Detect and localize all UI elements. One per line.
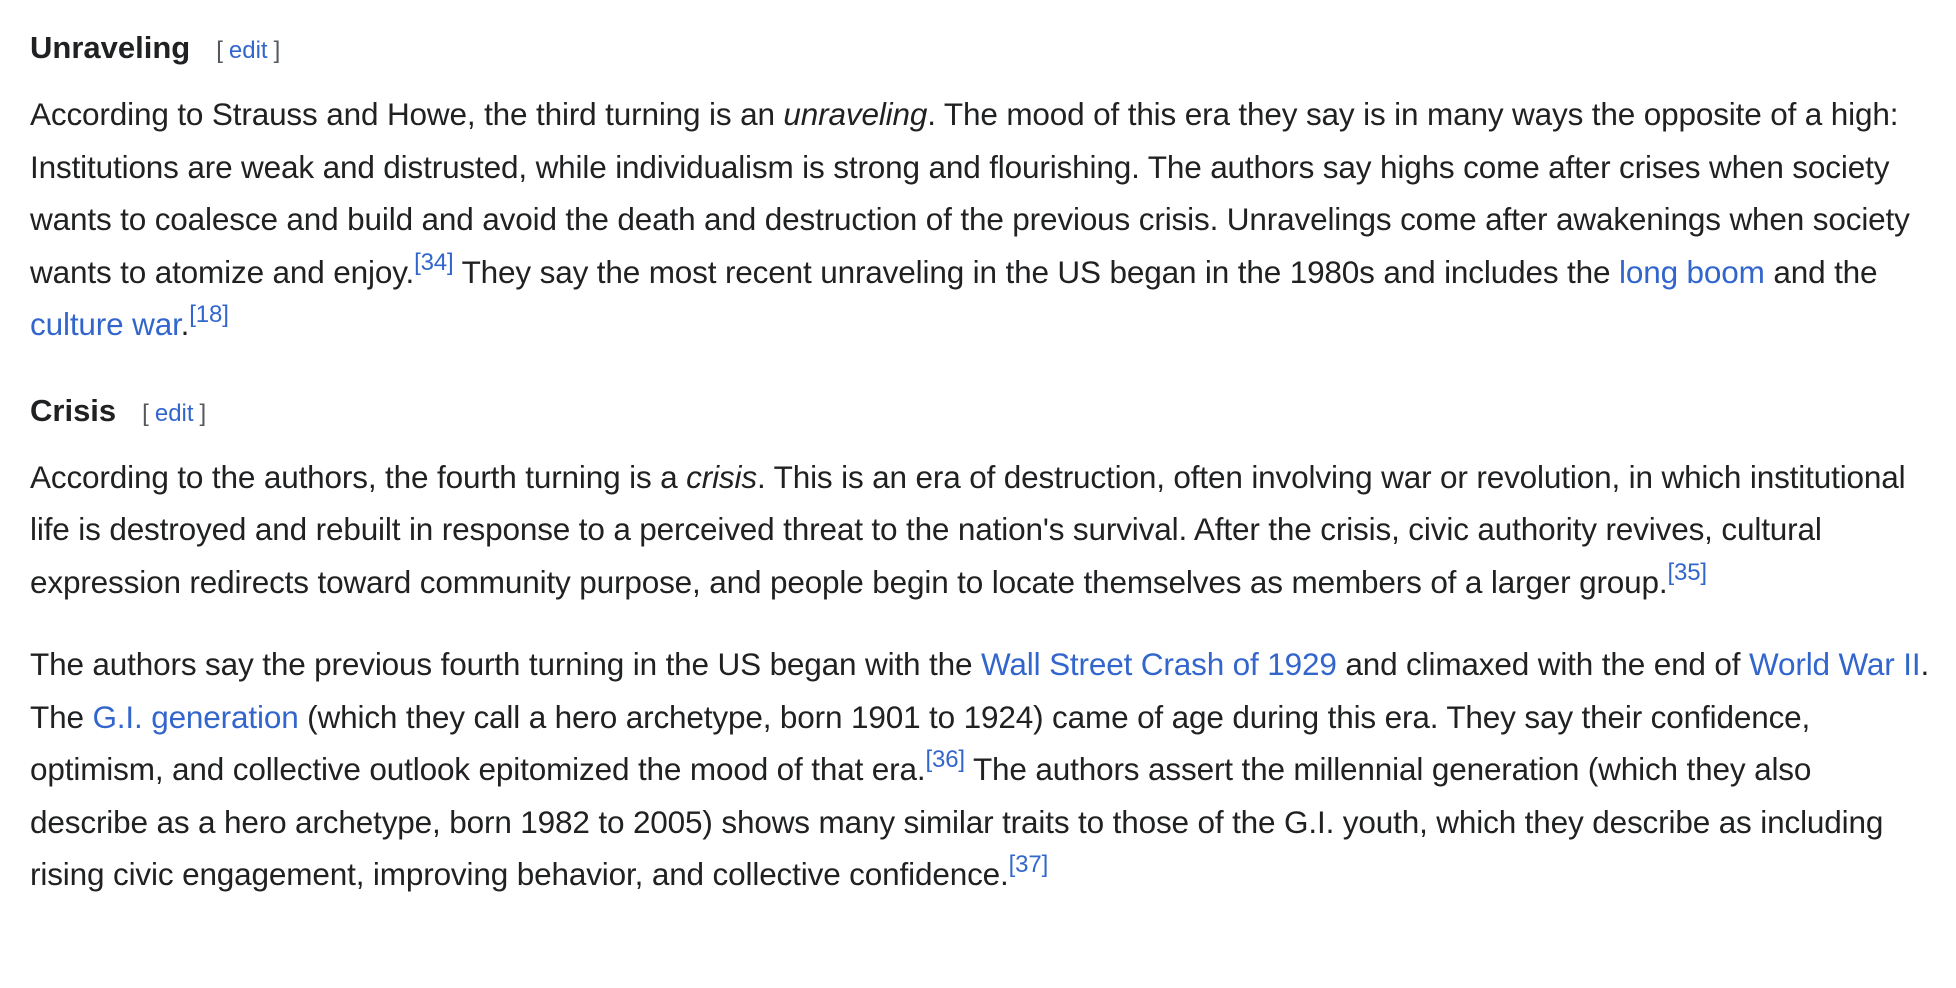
wiki-link-world-war-ii[interactable]: World War II [1748,646,1921,682]
citation-35[interactable] [1668,558,1707,585]
italic-term: unraveling [783,96,928,132]
text-run: According to the authors, the fourth turning is a [30,458,687,495]
citation-18[interactable] [189,301,228,328]
citation-link[interactable]: [36] [925,745,965,773]
text-run: and the [1764,253,1878,290]
section-heading-crisis [30,387,1926,435]
text-run: and climaxed with the end of [1336,646,1749,682]
edit-section-link-wrapper [142,390,206,438]
wiki-link-long-boom[interactable]: long boom [1619,253,1765,290]
paragraph-crisis-2 [30,638,1930,901]
text-run: . [180,306,190,342]
paragraph-unraveling [30,88,1930,351]
text-run: (which they call a hero archetype, born 1901 to 1924) came of age during this era. They say their confidence, optimism, and collective outlook epitomized the mood of that era. [30,698,1811,787]
citation-34[interactable] [414,248,453,275]
edit-bracket-open: [ [142,399,149,427]
citation-link[interactable]: [35] [1667,558,1707,586]
citation-link[interactable]: [18] [189,300,229,328]
edit-section-button[interactable]: edit [228,37,268,64]
edit-section-link-wrapper [216,27,280,75]
edit-bracket-open: [ [216,37,223,64]
citation-36[interactable] [925,746,964,773]
citation-link[interactable]: [34] [414,248,454,276]
citation-link[interactable]: [37] [1008,850,1049,878]
text-run: The authors say the previous fourth turning in the US began with the [30,646,981,682]
wiki-link-wall-street-crash[interactable]: Wall Street Crash of 1929 [980,646,1337,682]
section-title: Unraveling [30,30,191,65]
text-run: The authors assert the millennial generation (which they also describe as a hero archetype, born 1982 to 2005) shows many similar traits to those of the G.I. youth, which they describe as including rising civic engagement, improving behavior, and collective confidence. [30,751,1884,892]
text-run: . The [30,646,1930,735]
text-run: . The mood of this era they say is in many ways the opposite of a high: Institutions are weak and distrusted, while individualism is strong and flourishing. The authors say highs come after crises when society wants to coalesce and build and avoid the death and destruction of the previous crisis. Unravelings come after awakenings when society wants to atomize and enjoy. [30,96,1910,290]
edit-bracket-close: ] [199,399,207,427]
section-heading-unraveling [30,24,1926,72]
text-run: According to Strauss and Howe, the third turning is an [30,96,784,132]
citation-37[interactable] [1009,851,1048,878]
paragraph-crisis-1 [30,451,1930,609]
text-run: They say the most recent unraveling in the US began in the 1980s and includes the [453,253,1619,290]
wiki-link-culture-war[interactable]: culture war [30,306,181,342]
section-title: Crisis [30,392,117,428]
edit-section-button[interactable]: edit [154,399,194,427]
text-run: . This is an era of destruction, often involving war or revolution, in which institutional life is destroyed and rebuilt in response to a perceived threat to the nation's survival. After the crisis, civic authority revives, cultural expression redirects toward community purpose, and people begin to locate themselves as members of a larger group. [30,458,1906,600]
wiki-link-gi-generation[interactable]: G.I. generation [92,698,299,735]
edit-bracket-close: ] [273,37,281,64]
italic-term: crisis [686,458,757,495]
